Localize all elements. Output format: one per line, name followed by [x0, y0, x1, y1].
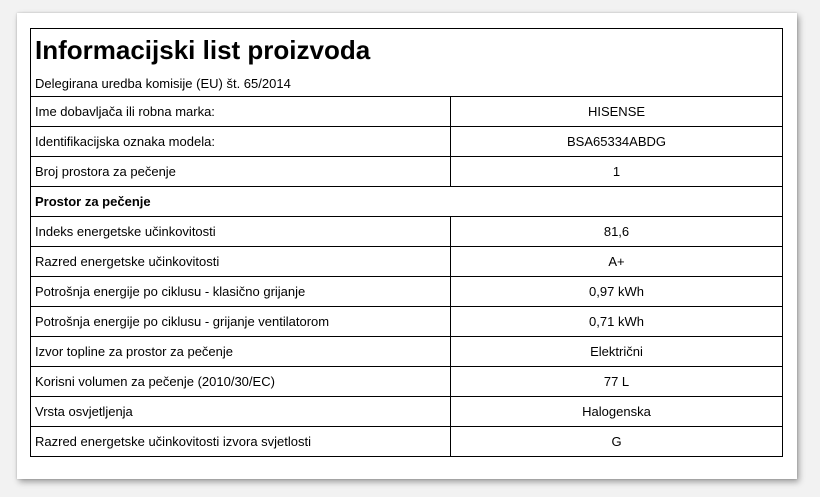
table-row-energy-class	[31, 247, 783, 277]
table-row-cavities	[31, 157, 783, 187]
table-row-heat-source	[31, 337, 783, 367]
table-row-volume	[31, 367, 783, 397]
table-row-fan-energy	[31, 307, 783, 337]
row-label: Razred energetske učinkovitosti	[31, 247, 451, 277]
table-row-model	[31, 127, 783, 157]
row-value: G	[451, 427, 783, 457]
row-label: Potrošnja energije po ciklusu - klasično grijanje	[31, 277, 451, 307]
row-label: Razred energetske učinkovitosti izvora svjetlosti	[31, 427, 451, 457]
document-title: Informacijski list proizvoda	[31, 29, 783, 72]
title-row	[31, 29, 783, 72]
row-value: 0,71 kWh	[451, 307, 783, 337]
row-label: Identifikacijska oznaka modela:	[31, 127, 451, 157]
table-row-conventional-energy	[31, 277, 783, 307]
row-label: Korisni volumen za pečenje (2010/30/EC)	[31, 367, 451, 397]
row-value: 77 L	[451, 367, 783, 397]
regulation-reference: Delegirana uredba komisije (EU) št. 65/2014	[31, 71, 783, 97]
document-sheet	[17, 13, 797, 479]
row-value: HISENSE	[451, 97, 783, 127]
row-value: BSA65334ABDG	[451, 127, 783, 157]
table-row-light-class	[31, 427, 783, 457]
subtitle-row	[31, 71, 783, 97]
row-value: 0,97 kWh	[451, 277, 783, 307]
row-label: Potrošnja energije po ciklusu - grijanje ventilatorom	[31, 307, 451, 337]
product-info-table	[30, 28, 783, 457]
row-value: Električni	[451, 337, 783, 367]
row-value: 81,6	[451, 217, 783, 247]
row-value: Halogenska	[451, 397, 783, 427]
table-row-supplier	[31, 97, 783, 127]
table-row-eei	[31, 217, 783, 247]
row-label: Broj prostora za pečenje	[31, 157, 451, 187]
row-label: Ime dobavljača ili robna marka:	[31, 97, 451, 127]
row-label: Izvor topline za prostor za pečenje	[31, 337, 451, 367]
row-value: A+	[451, 247, 783, 277]
row-label: Vrsta osvjetljenja	[31, 397, 451, 427]
row-label: Indeks energetske učinkovitosti	[31, 217, 451, 247]
table-row-lighting-type	[31, 397, 783, 427]
section-header-row	[31, 187, 783, 217]
section-title: Prostor za pečenje	[31, 187, 783, 217]
row-value: 1	[451, 157, 783, 187]
